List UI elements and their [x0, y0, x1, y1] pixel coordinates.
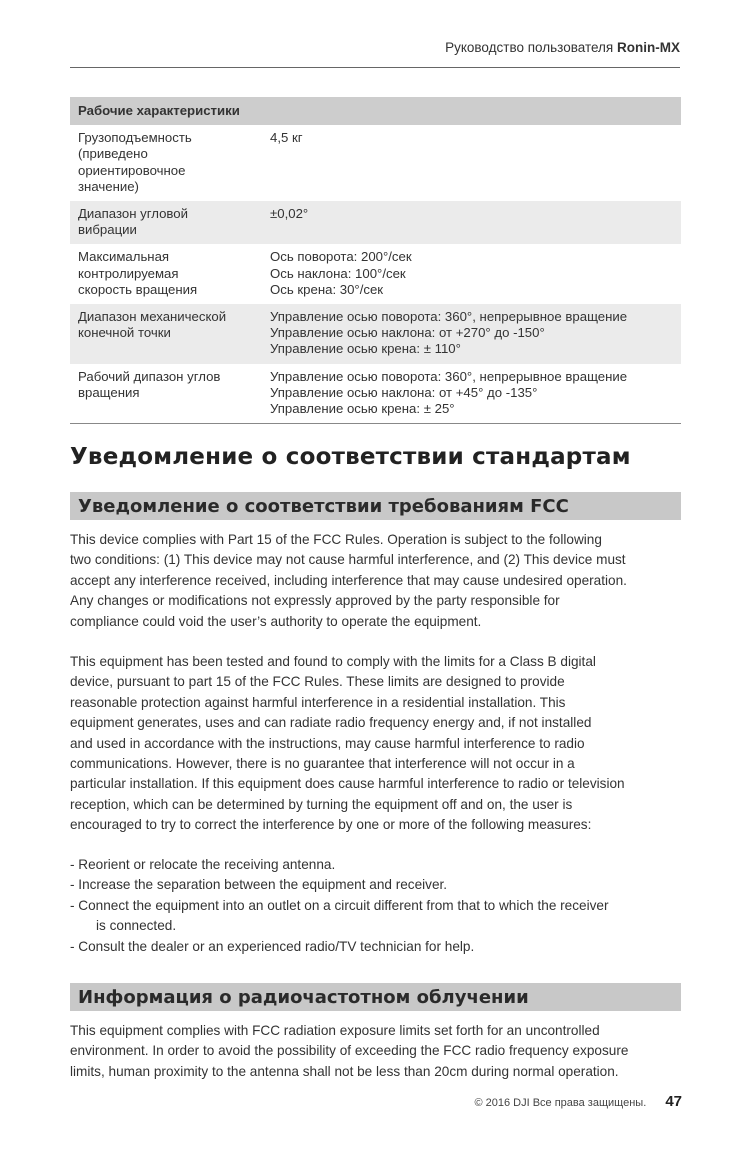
- specs-section-title: Рабочие характеристики: [70, 97, 681, 125]
- fcc-heading: Уведомление о соответствии требованиям FCC: [70, 492, 681, 520]
- spec-label: Диапазон механической конечной точки: [70, 304, 262, 364]
- spec-value: Управление осью поворота: 360°, непрерывное вращение Управление осью наклона: от +270° до -150° Управление осью крена: ± 110°: [262, 304, 681, 364]
- list-item: - Consult the dealer or an experienced radio/TV technician for help.: [70, 938, 475, 954]
- list-item: - Reorient or relocate the receiving antenna.: [70, 857, 336, 872]
- spec-value: 4,5 кг: [270, 130, 303, 146]
- compliance-title: Уведомление о соответствии стандартам: [70, 444, 631, 470]
- guide-title: Руководство пользователя: [445, 40, 614, 55]
- table-row: [70, 304, 681, 364]
- spec-label: Максимальная контролируемая скорость вращения: [78, 249, 198, 297]
- list-item: is connected.: [96, 918, 177, 934]
- table-row: [70, 125, 681, 201]
- spec-label: Рабочий дипазон углов вращения: [70, 364, 262, 424]
- measures-list: [70, 855, 685, 957]
- copyright-text: © 2016 DJI Все права защищены.: [474, 1097, 647, 1109]
- specs-header-row: [70, 97, 681, 125]
- page-number: 47: [665, 1093, 682, 1110]
- list-item: - Connect the equipment into an outlet on a circuit different from that to which the receiver: [70, 897, 609, 913]
- header-divider: [70, 67, 680, 68]
- rf-paragraph: This equipment complies with FCC radiation exposure limits set forth for an uncontrolled environment. In order to avoid the possibility of exceeding the FCC radio frequency exposure limits, human proximity to the antenna shall not be less than 20cm during normal operation.: [70, 1023, 629, 1079]
- spec-label: Грузоподъемность (приведено ориентировочное значение): [78, 130, 192, 194]
- table-row: [70, 244, 681, 304]
- list-item: - Increase the separation between the equipment and receiver.: [70, 877, 448, 893]
- spec-value: Ось поворота: 200°/сек Ось наклона: 100°/сек Ось крена: 30°/сек: [270, 249, 412, 297]
- table-row: [70, 364, 681, 424]
- fcc-paragraph-1: This device complies with Part 15 of the FCC Rules. Operation is subject to the following two conditions: (1) This device may not cause harmful interference, and (2) This device must accept any interference received, including interference that may cause undesired operation. Any changes or modifications not expressly approved by the party responsible for compliance could void the user’s authority to operate the equipment.: [70, 532, 627, 629]
- page-header: [70, 40, 680, 55]
- page-footer: [474, 1093, 682, 1110]
- spec-value: ±0,02°: [262, 201, 681, 244]
- rf-heading: Информация о радиочастотном облучении: [70, 983, 681, 1011]
- spec-value: Управление осью поворота: 360°, непрерывное вращение Управление осью наклона: от +45° до -135° Управление осью крена: ± 25°: [262, 364, 681, 424]
- spec-label: Диапазон угловой вибрации: [70, 201, 262, 244]
- fcc-paragraph-2: This equipment has been tested and found to comply with the limits for a Class B digital device, pursuant to part 15 of the FCC Rules. These limits are designed to provide reasonable protection against harmful interference in a residential installation. This equipment generates, uses and can radiate radio frequency energy and, if not installed and used in accordance with the instructions, may cause harmful interference to radio communications. However, there is no guarantee that interference will not occur in a particular installation. If this equipment does cause harmful interference to radio or television reception, which can be determined by turning the equipment off and on, the user is encouraged to try to correct the interference by one or more of the following measures:: [70, 654, 625, 833]
- table-row: [70, 201, 681, 244]
- specs-table: [70, 97, 681, 424]
- product-name: Ronin-MX: [617, 40, 680, 55]
